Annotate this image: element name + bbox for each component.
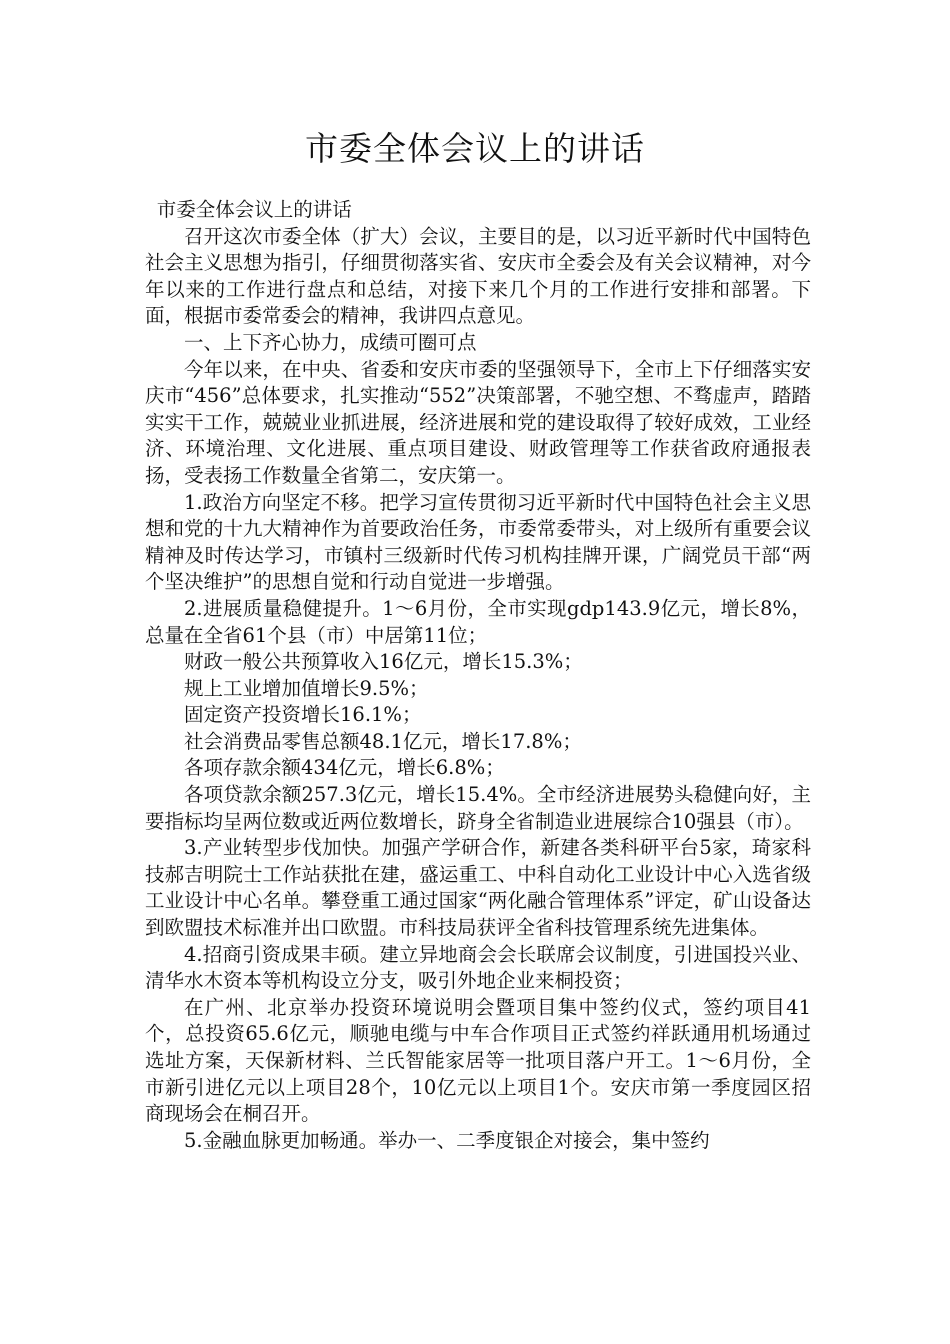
body-paragraph: 财政一般公共预算收入16亿元，增长15.3%； (184, 650, 583, 674)
body-paragraph: 固定资产投资增长16.1%； (184, 703, 422, 727)
body-paragraph: 1.政治方向坚定不移。把学习宣传贯彻习近平新时代中国特色社会主义思想和党的十九大精神作为首要政治任务，市委常委带头，对上级所有重要会议精神及时传达学习，市镇村三级新时代传习机构挂牌开课，广阔党员干部“两个坚决维护”的思想自觉和行动自觉进一步增强。 (145, 490, 811, 594)
body-paragraph: 各项存款余额434亿元，增长6.8%； (184, 756, 505, 780)
intro-paragraph: 召开这次市委全体（扩大）会议，主要目的是，以习近平新时代中国特色社会主义思想为指引，仔细贯彻落实省、安庆市全委会及有关会议精神，对今年以来的工作进行盘点和总结，对接下来几个月的工作进行安排和部署。下面，根据市委常委会的精神，我讲四点意见。 (145, 224, 811, 328)
body-paragraph: 5.金融血脉更加畅通。举办一、二季度银企对接会，集中签约 (184, 1128, 710, 1152)
body-paragraph: 今年以来，在中央、省委和安庆市委的坚强领导下，全市上下仔细落实安庆市“456”总体要求，扎实推动“552”决策部署，不驰空想、不骛虚声，踏踏实实干工作，兢兢业业抓进展，经济进展和党的建设取得了较好成效，工业经济、环境治理、文化进展、重点项目建设、财政管理等工作获省政府通报表扬，受表扬工作数量全省第二，安庆第一。 (145, 357, 811, 487)
document-body (145, 197, 811, 1154)
document-subtitle: 市委全体会议上的讲话 (156, 198, 352, 221)
body-paragraph: 各项贷款余额257.3亿元，增长15.4%。全市经济进展势头稳健向好，主要指标均呈两位数或近两位数增长，跻身全省制造业进展综合10强县（市）。 (145, 783, 811, 833)
document-title: 市委全体会议上的讲话 (305, 129, 645, 168)
body-paragraph: 2.进展质量稳健提升。1～6月份，全市实现gdp143.9亿元，增长8%，总量在全省61个县（市）中居第11位； (145, 596, 811, 647)
body-paragraph: 在广州、北京举办投资环境说明会暨项目集中签约仪式，签约项目41个，总投资65.6亿元，顺驰电缆与中车合作项目正式签约祥跃通用机场通过选址方案，天保新材料、兰氏智能家居等一批项目落户开工。1～6月份，全市新引进亿元以上项目28个，10亿元以上项目1个。安庆市第一季度园区招商现场会在桐召开。 (145, 995, 811, 1126)
section-heading: 一、上下齐心协力，成绩可圈可点 (184, 330, 477, 354)
body-paragraph: 社会消费品零售总额48.1亿元，增长17.8%； (184, 729, 582, 753)
body-paragraph: 3.产业转型步伐加快。加强产学研合作，新建各类科研平台5家，琦家科技郝吉明院士工作站获批在建，盛运重工、中科自动化工业设计中心入选省级工业设计中心名单。攀登重工通过国家“两化融合管理体系”评定，矿山设备达到欧盟技术标准并出口欧盟。市科技局获评全省科技管理系统先进集体。 (145, 836, 811, 940)
body-paragraph: 规上工业增加值增长9.5%； (184, 676, 429, 700)
body-paragraph: 4.招商引资成果丰硕。建立异地商会会长联席会议制度，引进国投兴业、清华水木资本等机构设立分支，吸引外地企业来桐投资； (145, 942, 811, 993)
